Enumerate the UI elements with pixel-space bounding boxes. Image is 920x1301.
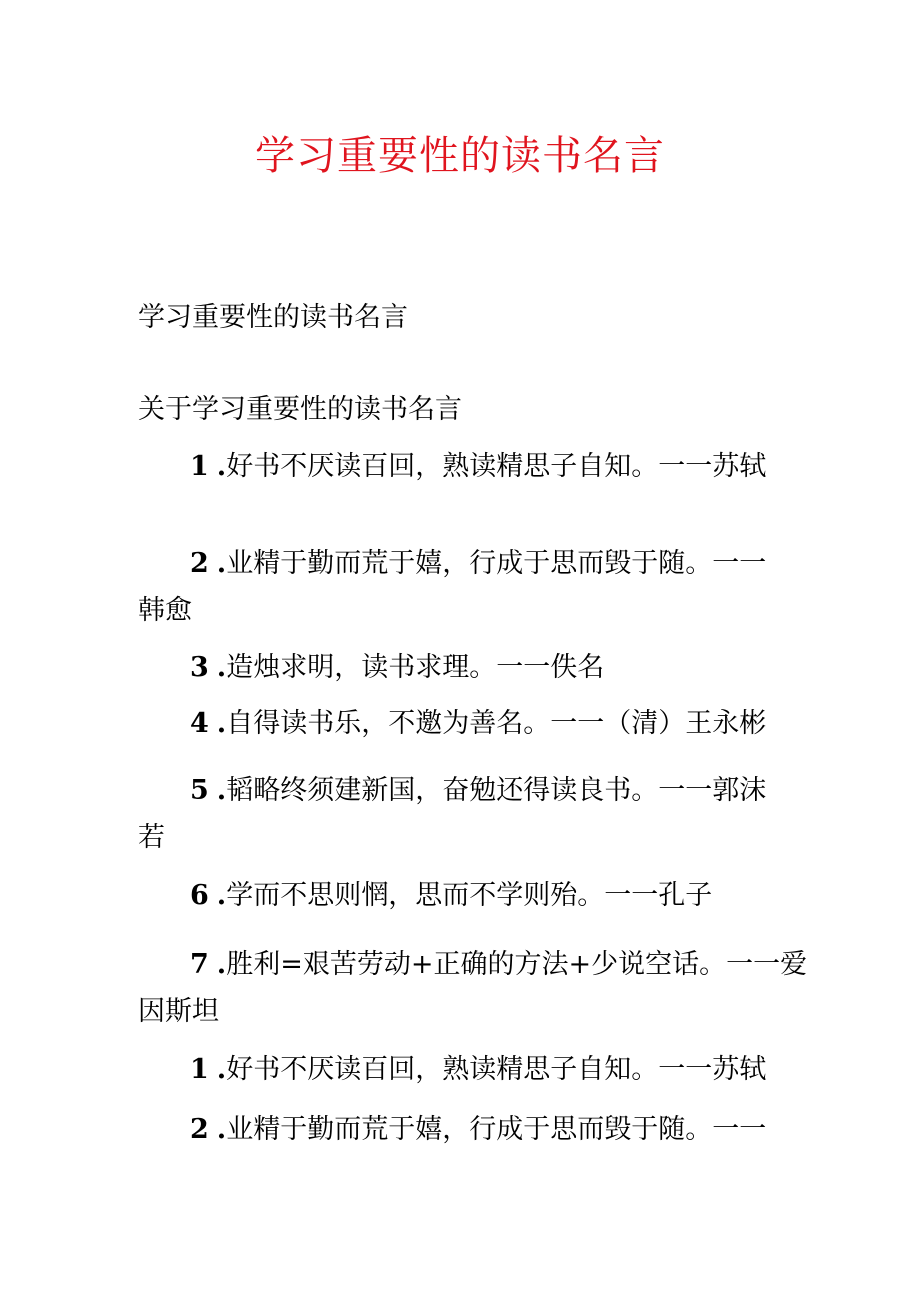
quote-text-continued: 因斯坦: [138, 996, 219, 1027]
quote-number: 7: [190, 949, 209, 980]
quote-number: 1: [190, 451, 209, 482]
quote-number: 1: [190, 1054, 209, 1085]
quote-number: 5: [190, 775, 209, 806]
quote-number: 3: [190, 652, 209, 683]
quote-number: 2: [190, 548, 209, 579]
section-heading: 关于学习重要性的读书名言: [138, 394, 462, 425]
quote-item: 6 .学而不思则惘，思而不学则殆。一一孔子: [190, 880, 713, 911]
quote-item: 1 .好书不厌读百回，熟读精思子自知。一一苏轼: [190, 1054, 767, 1085]
quote-text: 韬略终须建新国，奋勉还得读良书。一一郭沫: [226, 775, 767, 806]
quote-number: 4: [190, 708, 209, 739]
quote-text: 自得读书乐，不邀为善名。一一（清）王永彬: [226, 708, 767, 739]
quote-item: 1 .好书不厌读百回，熟读精思子自知。一一苏轼: [190, 451, 767, 482]
quote-item: 5 .韬略终须建新国，奋勉还得读良书。一一郭沫 若: [138, 767, 788, 861]
quote-item: 7 .胜利=艰苦劳动+正确的方法+少说空话。一一爱 因斯坦: [138, 941, 788, 1035]
quote-number: 6: [190, 880, 209, 911]
subtitle: 学习重要性的读书名言: [138, 302, 408, 333]
quote-text: 业精于勤而荒于嬉，行成于思而毁于随。一一: [226, 548, 767, 579]
quote-item: 4 .自得读书乐，不邀为善名。一一（清）王永彬: [190, 708, 767, 739]
quote-text-continued: 若: [138, 822, 165, 853]
quote-text: 业精于勤而荒于嬉，行成于思而毁于随。一一: [226, 1114, 767, 1145]
page-title: 学习重要性的读书名言: [255, 133, 665, 179]
quote-text: 好书不厌读百回，熟读精思子自知。一一苏轼: [226, 1054, 767, 1085]
quote-item: 2 .业精于勤而荒于嬉，行成于思而毁于随。一一: [190, 1114, 767, 1145]
quote-text: 造烛求明，读书求理。一一佚名: [226, 652, 605, 683]
quote-number: 2: [190, 1114, 209, 1145]
quote-text-continued: 韩愈: [138, 595, 192, 626]
quote-item: 3 .造烛求明，读书求理。一一佚名: [190, 652, 605, 683]
quote-text: 好书不厌读百回，熟读精思子自知。一一苏轼: [226, 451, 767, 482]
quote-item: 2 .业精于勤而荒于嬉，行成于思而毁于随。一一 韩愈: [138, 540, 788, 634]
quote-text: 胜利=艰苦劳动+正确的方法+少说空话。一一爱: [226, 949, 808, 980]
quote-text: 学而不思则惘，思而不学则殆。一一孔子: [226, 880, 713, 911]
